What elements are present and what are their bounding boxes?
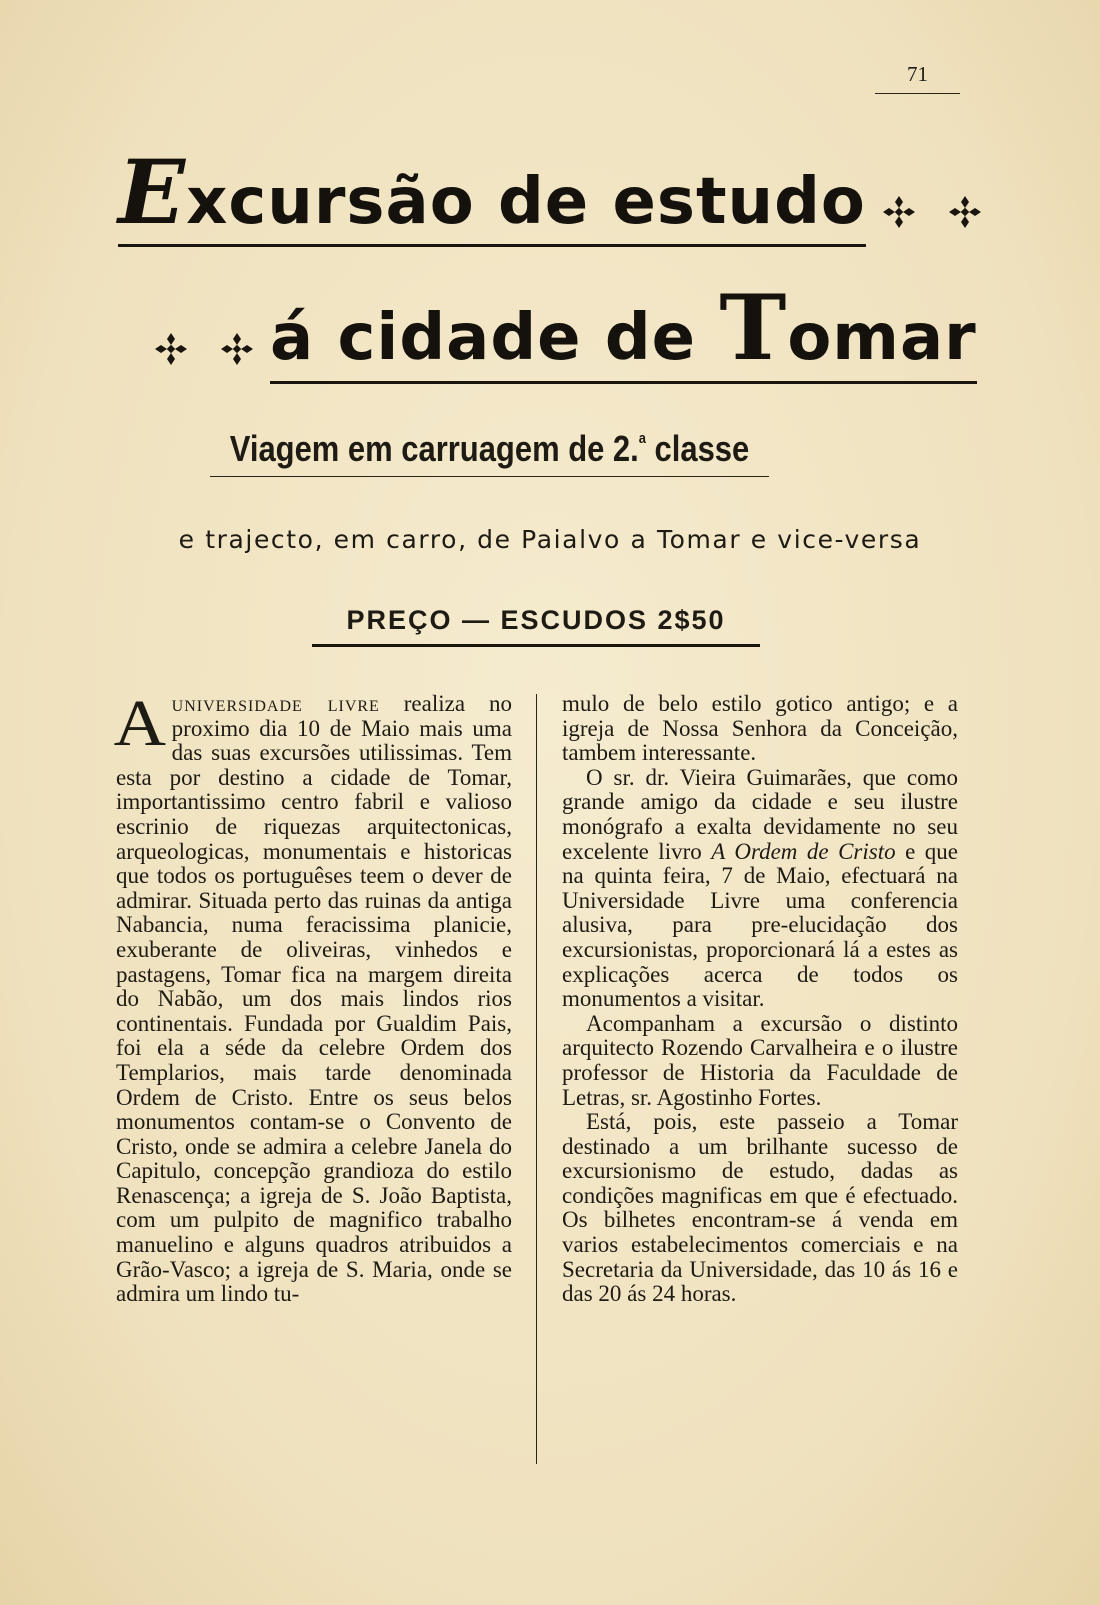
article-column-right — [562, 692, 958, 1307]
title-initial-e: E — [118, 140, 187, 244]
page-number: 71 — [875, 62, 960, 94]
article-paragraph: Acompanham a excursão o distinto arquitecto Rozendo Carvalheira e o ilustre professor de Historia da Faculdade de Letras, sr. Agostinho Fortes. — [562, 1010, 958, 1110]
title-text-2: á cidade de Tomar — [270, 283, 977, 384]
article-column-left — [113, 687, 512, 1307]
title-line-1 — [118, 140, 998, 247]
article-paragraph: mulo de belo estilo gotico antigo; e a igreja de Nossa Senhora da Conceição, tambem interessante. — [562, 691, 958, 766]
title-text-1: Excursão de estudo — [118, 148, 866, 247]
ornament-diamond-icon — [220, 332, 254, 366]
subtitle: Viagem em carruagem de 2.$^a$ classe — [210, 428, 769, 477]
ornament-diamond-icon — [882, 195, 916, 229]
column-divider — [536, 694, 537, 1464]
ornament-diamond-icon — [154, 332, 188, 366]
title-line-2 — [138, 275, 977, 384]
article-paragraph: Está, pois, este passeio a Tomar destinado a um brilhante sucesso de excursionismo de estudo, dadas as condições magnificas em que é efectuado. Os bilhetes encontram-se á venda em varios estabelecimentos comerciais e na Secretaria da Universidade, das 10 ás 16 e das 20 ás 24 horas. — [562, 1109, 958, 1307]
title-initial-t: T — [719, 275, 788, 381]
drop-cap: A — [113, 687, 167, 760]
ornament-diamond-icon — [948, 195, 982, 229]
article-paragraph: Auniversidade livre realiza no proximo dia 10 de Maio mais uma das suas excursões utilissimas. Tem esta por destino a cidade de Tomar, importantissimo centro fabril e valioso escrinio de riquezas arquitectonicas, arqueologicas, monumentais e historicas que todos os portuguêses teem o dever de admirar. Situada perto das ruinas da antiga Nabancia, numa feracissima planicie, exuberante de oliveiras, vinhedos e pastagens, Tomar fica na margem direita do Nabão, um dos mais lindos rios continentais. Fundada por Gualdim Pais, foi ela a séde da celebre Ordem dos Templarios, mais tarde denominada Ordem de Cristo. Entre os seus belos monumentos contam-se o Convento de Cristo, onde se admira a celebre Janela do Capitulo, concepção grandioza do estilo Renascença; a igreja de S. João Baptista, com um pulpito de magnifico trabalho manuelino e alguns quadros atribuidos a Grão-Vasco; a igreja de S. Maria, onde se admira um lindo tu- — [113, 687, 512, 1307]
route-line: e trajecto, em carro, de Paialvo a Tomar e vice-versa — [178, 525, 922, 554]
price-line: PREÇO — ESCUDOS 2$50 — [312, 605, 760, 647]
book-title: A Ordem de Cristo — [711, 838, 896, 864]
article-paragraph: O sr. dr. Vieira Guimarães, que como grande amigo da cidade e seu ilustre monógrafo a exalta devidamente no seu excelente livro A Ordem de Cristo e que na quinta feira, 7 de Maio, efectuará na Universidade Livre uma conferencia alusiva, para pre-elucidação dos excursionistas, proporcionará lá a estes as explicações acerca de todos os monumentos a visitar. — [562, 764, 959, 1012]
